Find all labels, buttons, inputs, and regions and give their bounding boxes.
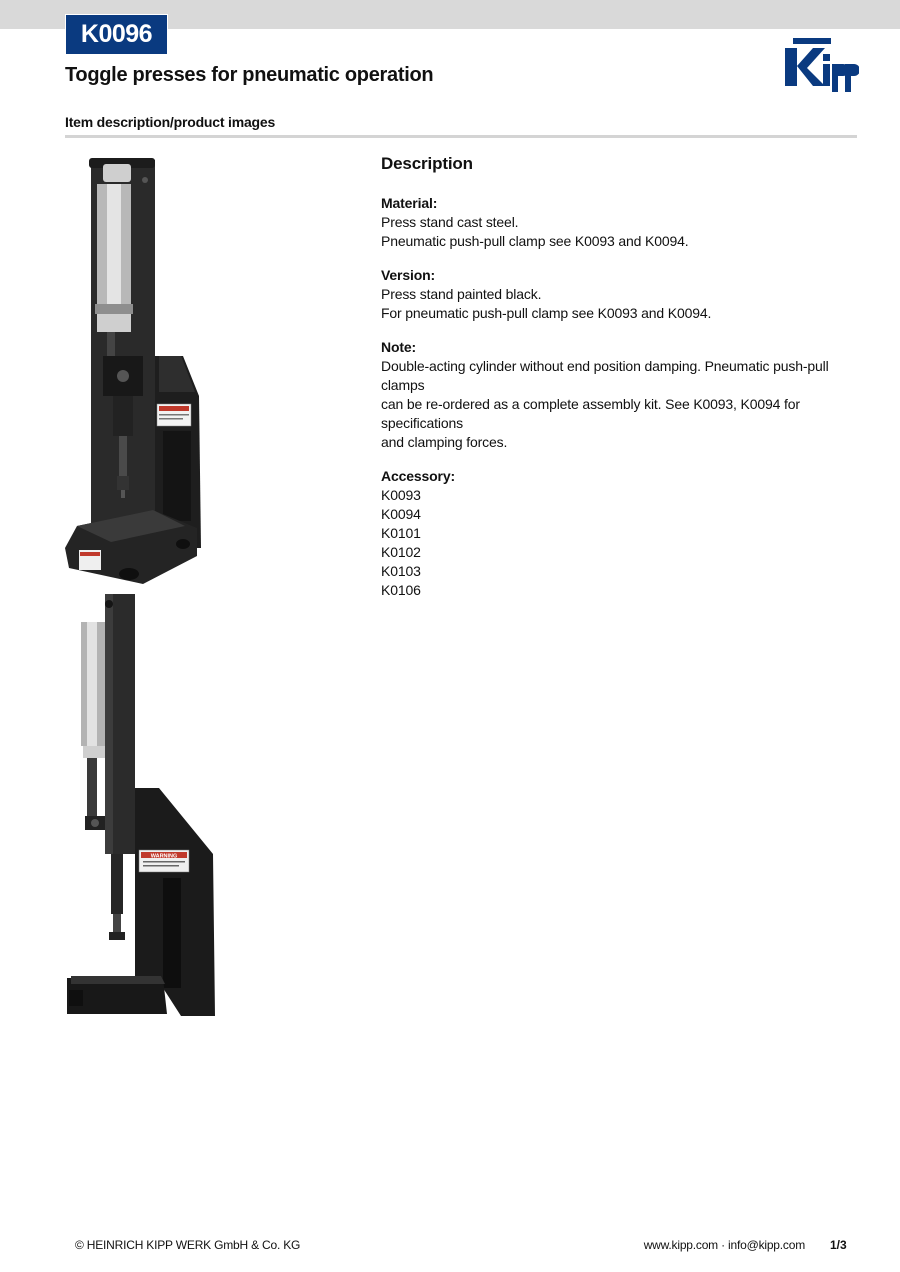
- section-divider: [65, 135, 857, 138]
- warning-label-text: WARNING: [150, 853, 178, 860]
- note-line: and clamping forces.: [381, 434, 508, 450]
- accessory-item: K0103: [381, 563, 421, 579]
- note-line: can be re-ordered as a complete assembly kit. See K0093, K0094 for specifications: [381, 396, 800, 431]
- product-code-badge: K0096: [65, 14, 168, 55]
- version-line: Press stand painted black.: [381, 286, 542, 302]
- footer-copyright: © HEINRICH KIPP WERK GmbH & Co. KG: [75, 1238, 301, 1252]
- kipp-logo: [783, 38, 859, 92]
- footer-contact: www.kipp.com · info@kipp.com: [643, 1238, 805, 1252]
- accessory-item: K0101: [381, 525, 421, 541]
- product-image-side: [63, 592, 219, 1022]
- accessory-item: K0106: [381, 582, 421, 598]
- page-title: Toggle presses for pneumatic operation: [65, 64, 434, 86]
- material-label: Material:: [381, 195, 438, 211]
- material-line: Press stand cast steel.: [381, 214, 519, 230]
- note-block: [381, 338, 857, 452]
- product-image-front: [63, 156, 205, 588]
- accessory-item: K0102: [381, 544, 421, 560]
- version-block: [381, 266, 857, 323]
- accessory-label: Accessory:: [381, 468, 455, 484]
- accessory-block: [381, 467, 857, 600]
- page-number: 1/3: [830, 1238, 847, 1252]
- accessory-item: K0093: [381, 487, 421, 503]
- accessory-item: K0094: [381, 506, 421, 522]
- description-title: Description: [381, 154, 473, 173]
- material-line: Pneumatic push-pull clamp see K0093 and K0094.: [381, 233, 689, 249]
- version-line: For pneumatic push-pull clamp see K0093 and K0094.: [381, 305, 712, 321]
- description-panel: [381, 153, 857, 615]
- note-line: Double-acting cylinder without end position damping. Pneumatic push-pull clamps: [381, 358, 829, 393]
- version-label: Version:: [381, 267, 436, 283]
- material-block: [381, 194, 857, 251]
- note-label: Note:: [381, 339, 417, 355]
- section-heading: Item description/product images: [65, 114, 276, 130]
